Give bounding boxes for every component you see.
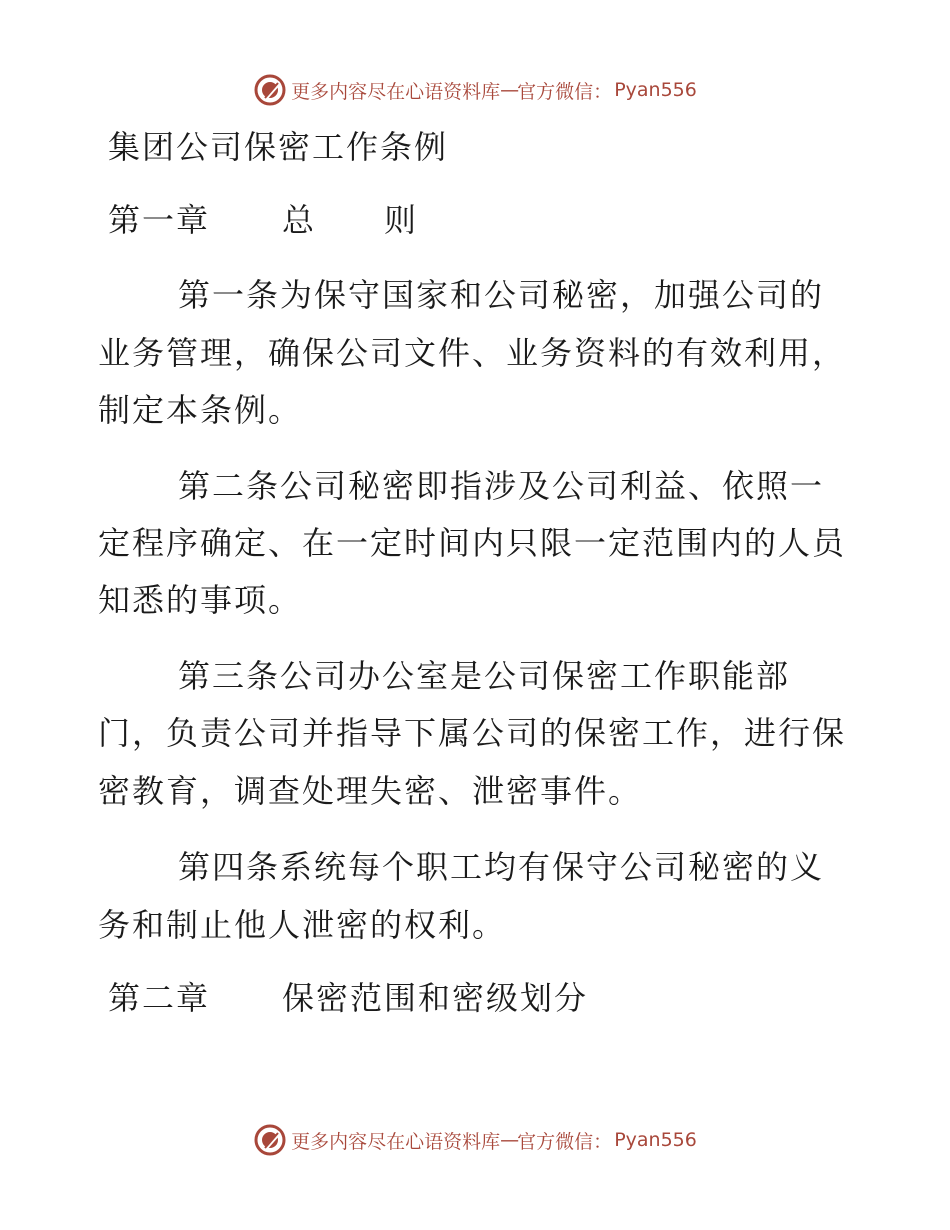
watermark-account: Pyan556 bbox=[614, 1129, 697, 1151]
article-3-line-3: 密教育，调查处理失密、泄密事件。 bbox=[98, 772, 643, 810]
watermark-banner-bottom bbox=[0, 1120, 950, 1160]
watermark-dash: — bbox=[500, 1129, 518, 1151]
watermark-dash: — bbox=[500, 79, 518, 101]
watermark-account: Pyan556 bbox=[614, 79, 697, 101]
seal-logo-icon bbox=[253, 73, 287, 107]
seal-logo-icon bbox=[253, 1123, 287, 1157]
chapter-1-title: 总则 bbox=[282, 201, 487, 239]
article-2-line-2: 定程序确定、在一定时间内只限一定范围内的人员 bbox=[98, 524, 847, 562]
chapter-2-number: 第二章 bbox=[108, 979, 211, 1017]
chapter-2-heading bbox=[108, 973, 950, 1023]
chapter-2-title: 保密范围和密级划分 bbox=[282, 979, 589, 1017]
watermark-text: 更多内容尽在心语资料库 bbox=[291, 80, 501, 103]
article-1-line-3: 制定本条例。 bbox=[98, 391, 303, 429]
article-1-line-1: 第一条为保守国家和公司秘密，加强公司的 bbox=[178, 276, 825, 314]
watermark-wechat-label: 官方微信： bbox=[517, 80, 613, 103]
chapter-1-heading bbox=[108, 195, 950, 245]
article-2-line-1: 第二条公司秘密即指涉及公司利益、依照一 bbox=[178, 467, 825, 505]
article-4-line-2: 务和制止他人泄密的权利。 bbox=[98, 906, 507, 944]
article-3-line-1: 第三条公司办公室是公司保密工作职能部 bbox=[178, 657, 791, 695]
watermark-text: 更多内容尽在心语资料库 bbox=[291, 1130, 501, 1153]
article-2-line-3: 知悉的事项。 bbox=[98, 581, 303, 619]
watermark-wechat-label: 官方微信： bbox=[517, 1130, 613, 1153]
document-title: 集团公司保密工作条例 bbox=[108, 128, 449, 166]
watermark-banner-top bbox=[0, 70, 950, 110]
article-3-line-2: 门，负责公司并指导下属公司的保密工作，进行保 bbox=[98, 714, 847, 752]
article-1-line-2: 业务管理，确保公司文件、业务资料的有效利用， bbox=[98, 334, 847, 372]
chapter-1-number: 第一章 bbox=[108, 201, 211, 239]
article-4-line-1: 第四条系统每个职工均有保守公司秘密的义 bbox=[178, 848, 825, 886]
